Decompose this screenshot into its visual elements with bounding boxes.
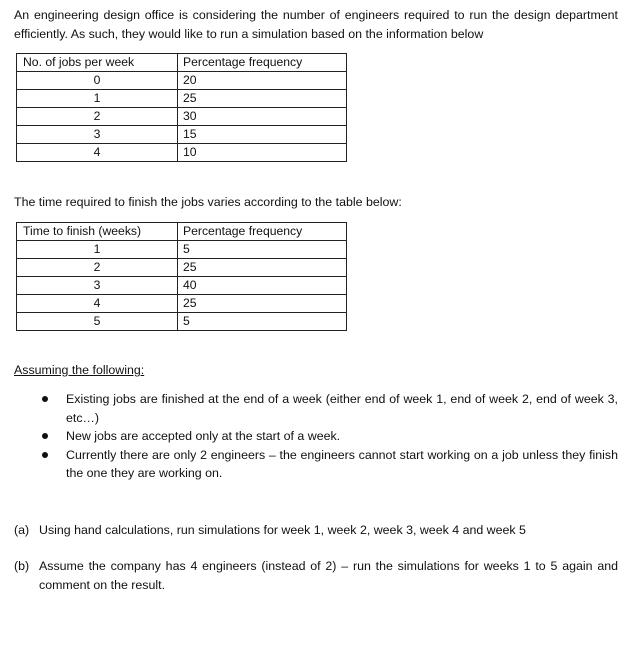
table-row	[17, 313, 347, 331]
table-cell: 3	[17, 126, 178, 144]
table-row	[17, 295, 347, 313]
table-cell: 5	[178, 241, 347, 259]
list-item	[40, 427, 618, 446]
question-text: Using hand calculations, run simulations for week 1, week 2, week 3, week 4 and week 5	[39, 523, 526, 537]
table-cell: 25	[178, 90, 347, 108]
table-header-row	[17, 223, 347, 241]
bullet-icon	[42, 396, 48, 402]
column-header: Time to finish (weeks)	[17, 223, 178, 241]
table-row	[17, 72, 347, 90]
table-row	[17, 277, 347, 295]
column-header: No. of jobs per week	[17, 54, 178, 72]
table-cell: 4	[17, 144, 178, 162]
intro-paragraph: An engineering design office is considering the number of engineers required to run the design department efficiently. As such, they would like to run a simulation based on the information below	[14, 8, 618, 41]
table-cell: 5	[178, 313, 347, 331]
table-row	[17, 259, 347, 277]
question-text: Assume the company has 4 engineers (instead of 2) – run the simulations for weeks 1 to 5 again and comment on the result.	[39, 559, 618, 592]
time-to-finish-table	[16, 222, 347, 331]
table-cell: 25	[178, 295, 347, 313]
question-b	[14, 557, 618, 594]
time-intro-paragraph: The time required to finish the jobs varies according to the table below:	[14, 195, 402, 209]
table-row	[17, 241, 347, 259]
list-item	[40, 390, 618, 427]
list-item-text: Existing jobs are finished at the end of a week (either end of week 1, end of week 2, end of week 3, etc…)	[66, 392, 618, 425]
table-cell: 1	[17, 90, 178, 108]
table-cell: 3	[17, 277, 178, 295]
list-item	[40, 446, 618, 483]
table-row	[17, 126, 347, 144]
table-cell: 5	[17, 313, 178, 331]
table-cell: 15	[178, 126, 347, 144]
table-cell: 4	[17, 295, 178, 313]
question-label: (a)	[14, 523, 30, 537]
question-label: (b)	[14, 559, 30, 573]
table-cell: 2	[17, 259, 178, 277]
table-cell: 20	[178, 72, 347, 90]
question-a	[14, 521, 618, 540]
list-item-text: Currently there are only 2 engineers – the engineers cannot start working on a job unless they finish the one they are working on.	[66, 447, 618, 480]
table-cell: 0	[17, 72, 178, 90]
table-row	[17, 108, 347, 126]
jobs-per-week-table	[16, 53, 347, 162]
list-item-text: New jobs are accepted only at the start of a week.	[66, 429, 341, 443]
assumptions-list	[40, 390, 618, 483]
assumptions-heading: Assuming the following:	[14, 363, 145, 377]
table-cell: 1	[17, 241, 178, 259]
bullet-icon	[42, 452, 48, 458]
table-row	[17, 144, 347, 162]
column-header: Percentage frequency	[178, 54, 347, 72]
table-cell: 40	[178, 277, 347, 295]
table-cell: 2	[17, 108, 178, 126]
table-cell: 25	[178, 259, 347, 277]
column-header: Percentage frequency	[178, 223, 347, 241]
table-cell: 30	[178, 108, 347, 126]
table-cell: 10	[178, 144, 347, 162]
table-row	[17, 90, 347, 108]
table-header-row	[17, 54, 347, 72]
bullet-icon	[42, 433, 48, 439]
